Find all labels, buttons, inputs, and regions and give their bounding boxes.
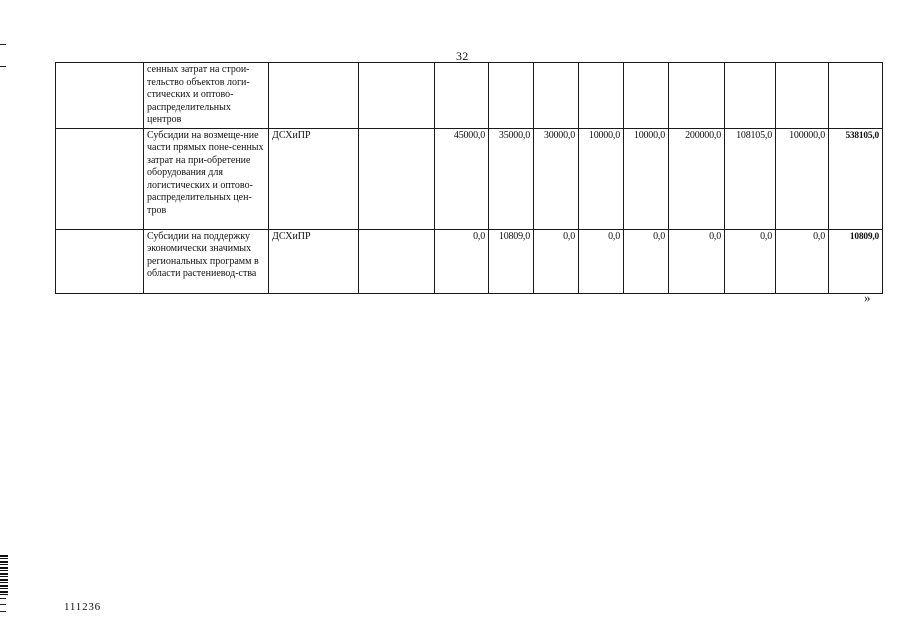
value-cell: 10000,0 <box>624 128 669 229</box>
value-cell: 108105,0 <box>725 128 776 229</box>
value-cell <box>359 63 435 129</box>
table-row <box>56 63 883 129</box>
scan-edge-mark <box>0 604 6 605</box>
value-cell: 100000,0 <box>776 128 829 229</box>
value-cell: 0,0 <box>776 229 829 293</box>
value-cell <box>776 63 829 129</box>
value-cell <box>534 63 579 129</box>
table-row <box>56 128 883 229</box>
program-cell <box>56 63 144 129</box>
budget-table <box>55 62 883 294</box>
executor-cell: ДСХиПР <box>269 128 359 229</box>
scan-edge-mark <box>0 611 6 612</box>
barcode-mark <box>0 555 8 595</box>
scan-edge-mark <box>0 598 6 599</box>
value-cell: 0,0 <box>579 229 624 293</box>
value-cell: 45000,0 <box>435 128 489 229</box>
value-cell: 0,0 <box>624 229 669 293</box>
executor-cell <box>269 63 359 129</box>
scan-edge-mark <box>0 44 6 45</box>
measure-name: Субсидии на поддержку экономически значимых региональных программ в области растениевод-ства <box>144 229 269 293</box>
measure-name: сенных затрат на строи-тельство объектов логи-стических и оптово-распределительных центров <box>144 63 269 129</box>
measure-name: Субсидии на возмеще-ние части прямых поне-сенных затрат на при-обретение оборудования для логистических и оптово-распределительных цен-тров <box>144 128 269 229</box>
value-cell: 0,0 <box>435 229 489 293</box>
value-cell <box>624 63 669 129</box>
value-cell: 0,0 <box>534 229 579 293</box>
executor-cell: ДСХиПР <box>269 229 359 293</box>
scan-edge-mark <box>0 66 6 67</box>
value-cell: 35000,0 <box>489 128 534 229</box>
page-number: 32 <box>456 49 469 63</box>
closing-quote: » <box>864 290 871 305</box>
program-cell <box>56 229 144 293</box>
program-cell <box>56 128 144 229</box>
total-cell: 10809,0 <box>829 229 883 293</box>
value-cell <box>725 63 776 129</box>
value-cell <box>669 63 725 129</box>
value-cell: 10809,0 <box>489 229 534 293</box>
value-cell <box>359 128 435 229</box>
value-cell: 30000,0 <box>534 128 579 229</box>
value-cell: 10000,0 <box>579 128 624 229</box>
document-code: 111236 <box>64 601 101 613</box>
value-cell <box>435 63 489 129</box>
total-cell: 538105,0 <box>829 128 883 229</box>
value-cell <box>489 63 534 129</box>
total-cell <box>829 63 883 129</box>
value-cell <box>359 229 435 293</box>
value-cell: 0,0 <box>725 229 776 293</box>
value-cell: 0,0 <box>669 229 725 293</box>
value-cell <box>579 63 624 129</box>
table-row <box>56 229 883 293</box>
value-cell: 200000,0 <box>669 128 725 229</box>
